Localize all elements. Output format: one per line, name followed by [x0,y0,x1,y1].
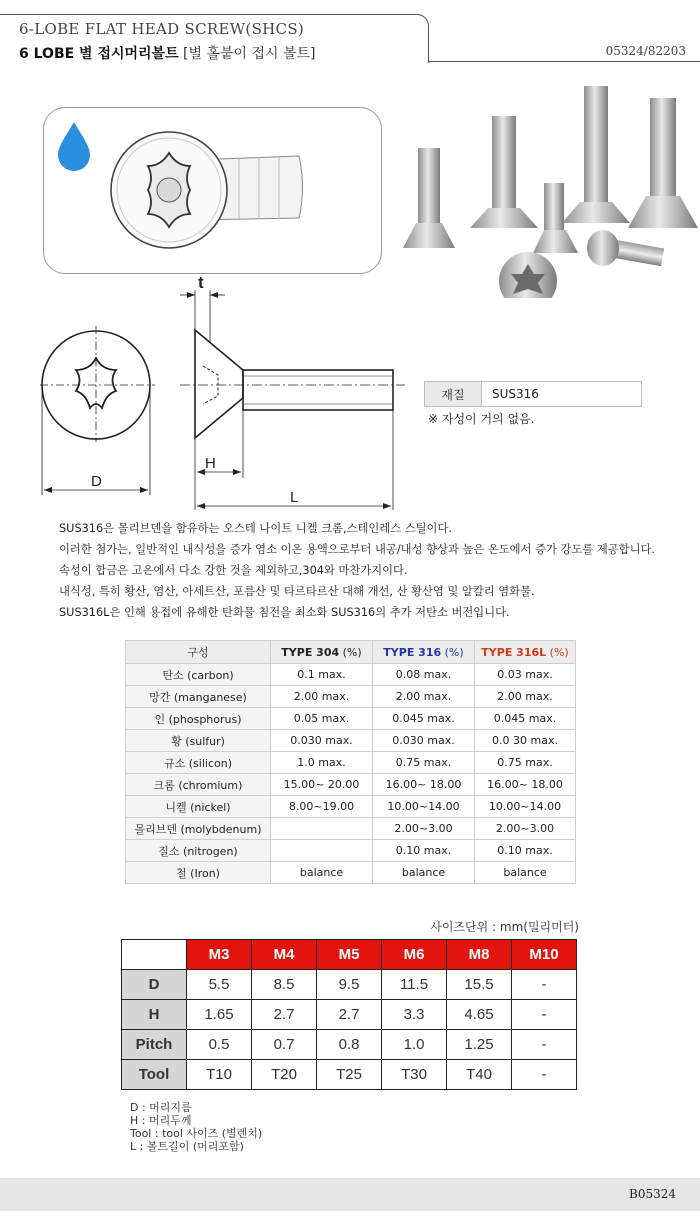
cell-304 [271,840,373,862]
cell-316l: 16.00~ 18.00 [475,774,576,796]
size-cell: 3.3 [382,1000,447,1030]
element-name: 탄소 (carbon) [126,664,271,686]
dim-label-l: L [290,489,299,506]
cell-316: 16.00~ 18.00 [373,774,475,796]
table-row [126,752,576,774]
size-cell: 0.7 [252,1030,317,1060]
dim-label-d: D [91,473,102,490]
screw-photo-1 [403,148,455,248]
title-korean-main: 6 LOBE 별 접시머리볼트 [19,46,179,62]
cell-316: 0.75 max. [373,752,475,774]
size-cell: - [512,1030,577,1060]
size-cell: T25 [317,1060,382,1090]
size-col-header: M6 [382,940,447,970]
head-side-view [195,330,243,438]
material-box [424,381,642,407]
size-cell: T40 [447,1060,512,1090]
size-cell: 9.5 [317,970,382,1000]
element-name: 니켈 (nickel) [126,796,271,818]
table-row [126,774,576,796]
cell-316: 10.00~14.00 [373,796,475,818]
description-line: 이러한 첨가는, 일반적인 내식성을 증가 염소 이온 용액으로부터 내공/내성 향상과 높은 온도에서 증가 강도를 제공합니다. [59,543,655,556]
size-cell: 1.25 [447,1030,512,1060]
table-row [126,664,576,686]
size-cell: - [512,1000,577,1030]
dim-label-h: H [205,455,216,472]
screw-photo-4 [628,98,698,228]
title-korean-sub: [별 홀붙이 접시 볼트] [178,46,316,62]
screw-illustration-box [43,107,382,274]
material-note: ※ 자성이 거의 없음. [428,412,535,426]
cell-316l: 2.00 max. [475,686,576,708]
screw-photo-2 [470,116,538,228]
cell-316: balance [373,862,475,884]
size-cell: 15.5 [447,970,512,1000]
size-col-header: M4 [252,940,317,970]
size-cell: 11.5 [382,970,447,1000]
table-row [126,708,576,730]
table-row [122,970,577,1000]
composition-table [125,640,576,884]
description-line: SUS316L은 인해 용접에 유해한 탄화물 침전을 최소화 SUS316의 추가 저탄소 버전입니다. [59,606,510,619]
dim-label-t: t [198,273,204,292]
cell-316: 2.00 max. [373,686,475,708]
size-header-row [122,940,577,970]
element-name: 철 (Iron) [126,862,271,884]
cell-304: 8.00~19.00 [271,796,373,818]
element-name: 질소 (nitrogen) [126,840,271,862]
footer-code: B05324 [629,1187,676,1201]
size-cell: 0.5 [187,1030,252,1060]
material-value: SUS316 [492,387,539,401]
water-drop-icon [58,122,90,171]
cell-304: balance [271,862,373,884]
composition-header-type316l: TYPE 316L (%) [475,641,576,664]
size-row-label: Tool [122,1060,187,1090]
composition-header-row [126,641,576,664]
table-row [122,1030,577,1060]
size-cell: 2.7 [317,1000,382,1030]
cell-316: 0.08 max. [373,664,475,686]
table-row [126,730,576,752]
screws-photo [398,78,698,298]
title-korean [19,43,316,63]
cell-316: 0.030 max. [373,730,475,752]
cell-304: 15.00~ 20.00 [271,774,373,796]
element-name: 황 (sulfur) [126,730,271,752]
size-legend [130,1101,262,1153]
size-cell: 8.5 [252,970,317,1000]
size-row-label: Pitch [122,1030,187,1060]
size-cell: T10 [187,1060,252,1090]
cell-304: 0.1 max. [271,664,373,686]
size-cell: - [512,970,577,1000]
composition-header-type316: TYPE 316 (%) [373,641,475,664]
cell-316: 2.00~3.00 [373,818,475,840]
legend-item: Tool : tool 사이즈 (별렌치) [130,1127,263,1140]
description-line: SUS316은 몰리브덴을 함유하는 오스테 나이트 니켈 크롬,스테인레스 스틸이다. [59,522,452,535]
table-row [126,818,576,840]
element-name: 몰리브덴 (molybdenum) [126,818,271,840]
size-col-header: M3 [187,940,252,970]
title-english: 6-LOBE FLAT HEAD SCREW(SHCS) [19,20,305,38]
composition-header-type304: TYPE 304 (%) [271,641,373,664]
description [59,518,655,623]
table-row [126,686,576,708]
cell-304: 2.00 max. [271,686,373,708]
table-row [122,1060,577,1090]
size-col-header: M5 [317,940,382,970]
header-rule [428,61,700,62]
size-row-label: H [122,1000,187,1030]
composition-header-label: 구성 [126,641,271,664]
size-col-header: M10 [512,940,577,970]
screw-photo-7 [499,252,557,298]
footer-bar [0,1178,700,1211]
size-table [121,939,577,1090]
table-row [126,796,576,818]
element-name: 망간 (manganese) [126,686,271,708]
screw-photo-6 [587,230,664,266]
technical-drawing [40,270,410,515]
cell-304: 0.030 max. [271,730,373,752]
cell-316: 0.10 max. [373,840,475,862]
screw-photo-3 [562,86,630,223]
cell-316l: 0.045 max. [475,708,576,730]
size-unit-label: 사이즈단위 : mm(밀리미터) [430,920,579,934]
table-row [122,1000,577,1030]
size-cell: 2.7 [252,1000,317,1030]
table-row [126,840,576,862]
cell-316l: 2.00~3.00 [475,818,576,840]
size-row-label: D [122,970,187,1000]
description-line: 내식성, 특히 황산, 염산, 아세트산, 포름산 및 타르타르산 대해 개선, 산 황산염 및 알칼리 염화물. [59,585,535,598]
element-name: 크롬 (chromium) [126,774,271,796]
element-name: 규소 (silicon) [126,752,271,774]
cell-316l: 10.00~14.00 [475,796,576,818]
cell-316: 0.045 max. [373,708,475,730]
size-cell: 4.65 [447,1000,512,1030]
cell-316l: balance [475,862,576,884]
description-line: 속성이 합금은 고온에서 다소 강한 것을 제외하고,304와 마찬가지이다. [59,564,408,577]
size-corner-cell [122,940,187,970]
cell-304: 1.0 max. [271,752,373,774]
size-cell: T20 [252,1060,317,1090]
material-label: 재질 [425,382,482,406]
cell-316l: 0.10 max. [475,840,576,862]
legend-item: H : 머리두께 [130,1114,192,1127]
screw-illustration [44,108,381,273]
cell-316l: 0.0 30 max. [475,730,576,752]
cell-316l: 0.03 max. [475,664,576,686]
product-code: 05324/82203 [605,44,686,58]
cell-304 [271,818,373,840]
cell-304: 0.05 max. [271,708,373,730]
size-cell: 5.5 [187,970,252,1000]
size-col-header: M8 [447,940,512,970]
element-name: 인 (phosphorus) [126,708,271,730]
size-cell: T30 [382,1060,447,1090]
size-cell: - [512,1060,577,1090]
legend-item: L : 볼트길이 (머리포함) [130,1140,244,1153]
table-row [126,862,576,884]
size-cell: 1.0 [382,1030,447,1060]
cell-316l: 0.75 max. [475,752,576,774]
legend-item: D : 머리지름 [130,1101,192,1114]
size-cell: 1.65 [187,1000,252,1030]
size-cell: 0.8 [317,1030,382,1060]
